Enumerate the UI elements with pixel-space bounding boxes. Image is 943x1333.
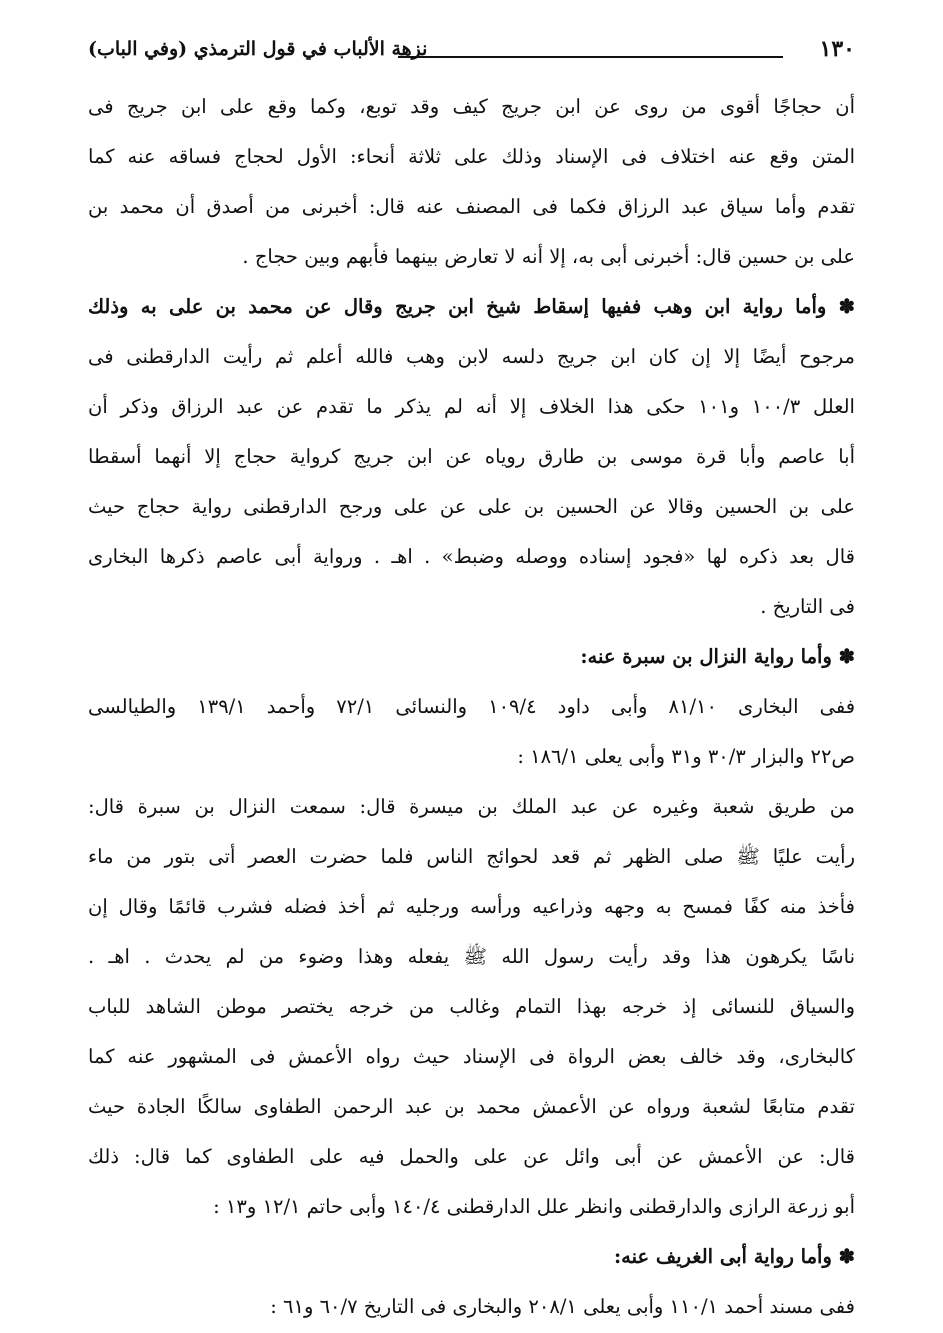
text-line: قال: عن الأعمش عن أبى وائل عن على والحمل فيه على الطفاوى كما قال: ذلك [88, 1145, 855, 1168]
body-text [88, 82, 855, 1332]
text-line: على بن حسين قال: أخبرنى أبى به، إلا أنه لا تعارض بينهما فأبهم وبين حجاج . [242, 245, 855, 268]
header-rule [398, 56, 783, 58]
text-line: ص٢٢ والبزار ٣٠/٣ و٣١ وأبى يعلى ١٨٦/١ : [517, 745, 855, 768]
text-line: العلل ١٠٠/٣ و١٠١ حكى هذا الخلاف إلا أنه لم يذكر ما تقدم عن عبد الرزاق وذكر أن [88, 395, 855, 418]
section-heading: ✽ وأما رواية أبى الغريف عنه: [613, 1245, 855, 1268]
text-line: ففى البخارى ٨١/١٠ وأبى داود ١٠٩/٤ والنسائى ٧٢/١ وأحمد ١٣٩/١ والطيالسى [88, 695, 855, 718]
section-heading: ✽ وأما رواية النزال بن سبرة عنه: [580, 645, 855, 668]
text-line: كالبخارى، وقد خالف بعض الرواة فى الإسناد حيث رواه الأعمش فى المشهور عنه كما [88, 1045, 855, 1068]
text-line: رأيت عليًا ﷺ صلى الظهر ثم قعد لحوائج الناس فلما حضرت العصر أتى بتور من ماء [88, 845, 855, 868]
text-line: ناسًا يكرهون هذا وقد رأيت رسول الله ﷺ يفعله وهذا وضوء من لم يحدث . اهـ . [88, 945, 855, 968]
text-line: تقدم وأما سياق عبد الرزاق فكما فى المصنف عنه قال: أخبرنى من أصدق أن محمد بن [88, 195, 855, 218]
text-line: أبا عاصم وأبا قرة موسى بن طارق روياه عن ابن جريج كرواية حجاج إلا أنهما أسقطا [88, 445, 855, 468]
text-line: المتن وقع عنه اختلاف فى الإسناد وذلك على ثلاثة أنحاء: الأول لحجاج فساقه عنه كما [88, 145, 855, 168]
text-line: أبو زرعة الرازى والدارقطنى وانظر علل الدارقطنى ١٤٠/٤ وأبى حاتم ١٢/١ و١٣ : [213, 1195, 855, 1218]
text-line: مرجوح أيضًا إلا إن كان ابن جريج دلسه لابن وهب فالله أعلم ثم رأيت الدارقطنى فى [88, 345, 855, 368]
text-line: ✽ وأما رواية ابن وهب ففيها إسقاط شيخ ابن جريج وقال عن محمد بن على به وذلك [88, 295, 855, 318]
text-line: تقدم متابعًا لشعبة ورواه عن الأعمش محمد بن عبد الرحمن الطفاوى سالكًا الجادة حيث [88, 1095, 855, 1118]
text-line: أن حجاجًا أقوى من روى عن ابن جريج كيف وقد توبع، وكما وقع على ابن جريج فى [88, 95, 855, 118]
page-number: ١٣٠ [819, 36, 855, 62]
running-title: نزهة الألباب في قول الترمذي (وفي الباب) [88, 38, 428, 60]
text-line: والسياق للنسائى إذ خرجه بهذا التمام وغالب من خرجه يختصر موطن الشاهد للباب [88, 995, 855, 1018]
text-line: ففى مسند أحمد ١١٠/١ وأبى يعلى ٢٠٨/١ والبخارى فى التاريخ ٦٠/٧ و٦١ : [270, 1295, 855, 1318]
text-line: فأخذ منه كفًا فمسح به وجهه وذراعيه ورأسه ورجليه ثم أخذ فضله فشرب قائمًا وقال إن [88, 895, 855, 918]
text-line: قال بعد ذكره لها «فجود إسناده ووصله وضبط» . اهـ . ورواية أبى عاصم ذكرها البخارى [88, 545, 855, 568]
text-line: على بن الحسين وقالا عن الحسين بن على عن على ورجح الدارقطنى رواية حجاج حيث [88, 495, 855, 518]
text-line: فى التاريخ . [760, 595, 855, 618]
page-header [88, 34, 855, 70]
text-line: من طريق شعبة وغيره عن عبد الملك بن ميسرة قال: سمعت النزال بن سبرة قال: [88, 795, 855, 818]
